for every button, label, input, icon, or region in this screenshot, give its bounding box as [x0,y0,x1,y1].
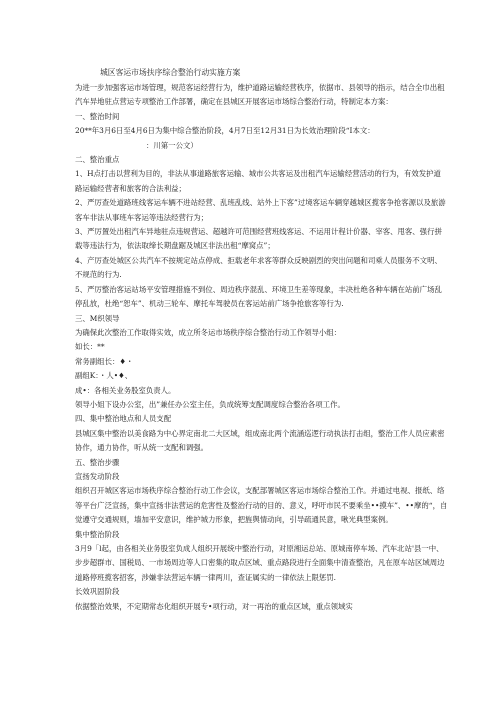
paragraph: 2、严厉查处道路班线客运车辆不进站经营、乱班乱线、站外上下客”过境客运车辆穿越城区揽客争抢客源以及旅游客车非法从事班车客运等违法经营行为； [75,198,446,222]
document-body [60,81,448,614]
paragraph: 为确保此次整治工作取得实效，成立所冬运市场秩序综合整治行动工作领导小组： [75,327,342,337]
paragraph: 四、集中整治地点和人员支配 [75,414,172,424]
paragraph: 集中整治阶段 [75,529,120,539]
paragraph: 二、整治重点 [75,155,120,165]
paragraph: 1、H点打击以营利为目的，非法从事道路旅客运输、城市公共客运及出租汽车运输经营活动的行为，有效发护道路运输经营者和旅客的合法利益； [75,169,441,193]
paragraph: 成•：各相关业务股室负责人。 [75,385,176,395]
paragraph: 3月9「l起，由各相关业务股室负成人组织开展统中整治行动，对原湘运总站、原城南停车场、汽车北站'县一中、步步超群市、国税局、一市场周边等人口密集的取点区域、重点路段进行全面集中清查整治，凡在原车站区域周边道路停班揽客招客，涉嫌非法营运车辆一律两川，查证属实的一律依法上限惩罚. [75,544,445,582]
paragraph: 为进一步加强客运市场管理，规范客运经营行为，维护道路运输经营秩序，依据市、县领导的指示，结合全巾出租汽车异地驻点营运专项整治工作部署，确定在县城区开展客运市场综合整治行动，特制定本方案： [75,83,445,107]
paragraph: 依据整治效果，不定期常态化组织开展专•项行动，对一再治的重点区域，重点领域实 [75,601,353,611]
paragraph: 5、严厉整治客运站场平安管理措施不到位、周边秩序混乱、环境卫生差等现象，丰决杜绝各种车辆在站前广场乱停乱放，杜绝“恕车”、机动三轮车、摩托车驾驶员在客运站前广场争抢旅客等行为. [75,284,442,309]
paragraph: 组织召开城区客运市场秩序综合整治行动工作会议，支配部署城区客运市场综合整治工作。并通过电视、报纸、络等平台广泛宣扬，集中宣扬非法营运的危害性及整治行动的目的、意义，呼吁市民不要乘坐••摸车”、••摩的“，自觉遵守交通规则，墙加平安意识，维护城力形象，把旌舆情动向，引导疏通民意，啾光典型案例。 [75,486,448,525]
paragraph: 4、产厉查处城区公共汽车不按规定站点停成、拒载老年求客等群众反映剧烈的突出问题和司乘人员服务不文明、不规范的行为. [75,255,442,280]
paragraph: 宣扬发动阶段 [75,471,120,481]
paragraph: 领导小姐下设办公室，出”兼任办公室主任，负成统筹支配调度综合整治各项工作。 [75,399,345,409]
paragraph: ：川第一公文） [146,140,198,150]
paragraph: 三、M织领导 [75,313,120,323]
paragraph: 如长：** [75,342,105,352]
paragraph: 五、整治步骤 [75,457,120,467]
paragraph: 长效巩固阶段 [75,587,120,597]
paragraph: 副组K：・人•♦、 [75,371,133,381]
paragraph: 20**年3月6日至4月6日为集中综合整治阶段，4月7日至12月31日为长效治理阶段“I本文： [75,126,375,136]
paragraph: 一、整治时间 [75,111,120,121]
paragraph: 3、严厉置处出租汽车异地驻点违规营运、超越许可范围经营班线客运、不运用计程计价器、宰客、甩客、强行拼载等违法行为，依法取缔长期盘踞及城区非法出租“摩窝点”； [75,227,442,251]
paragraph: 县城区集中整治以美食路为中心界定南北二大区域，组成南北两个流涵巡逻行动执法打击组，整治工作人员应素密协作，通力协作，听从统一支配和调强。 [75,428,445,453]
document-title: 城区客运市场扶序综合整治行动实施方案 [100,68,241,77]
paragraph: 常务副组长：♦・ [75,356,134,366]
